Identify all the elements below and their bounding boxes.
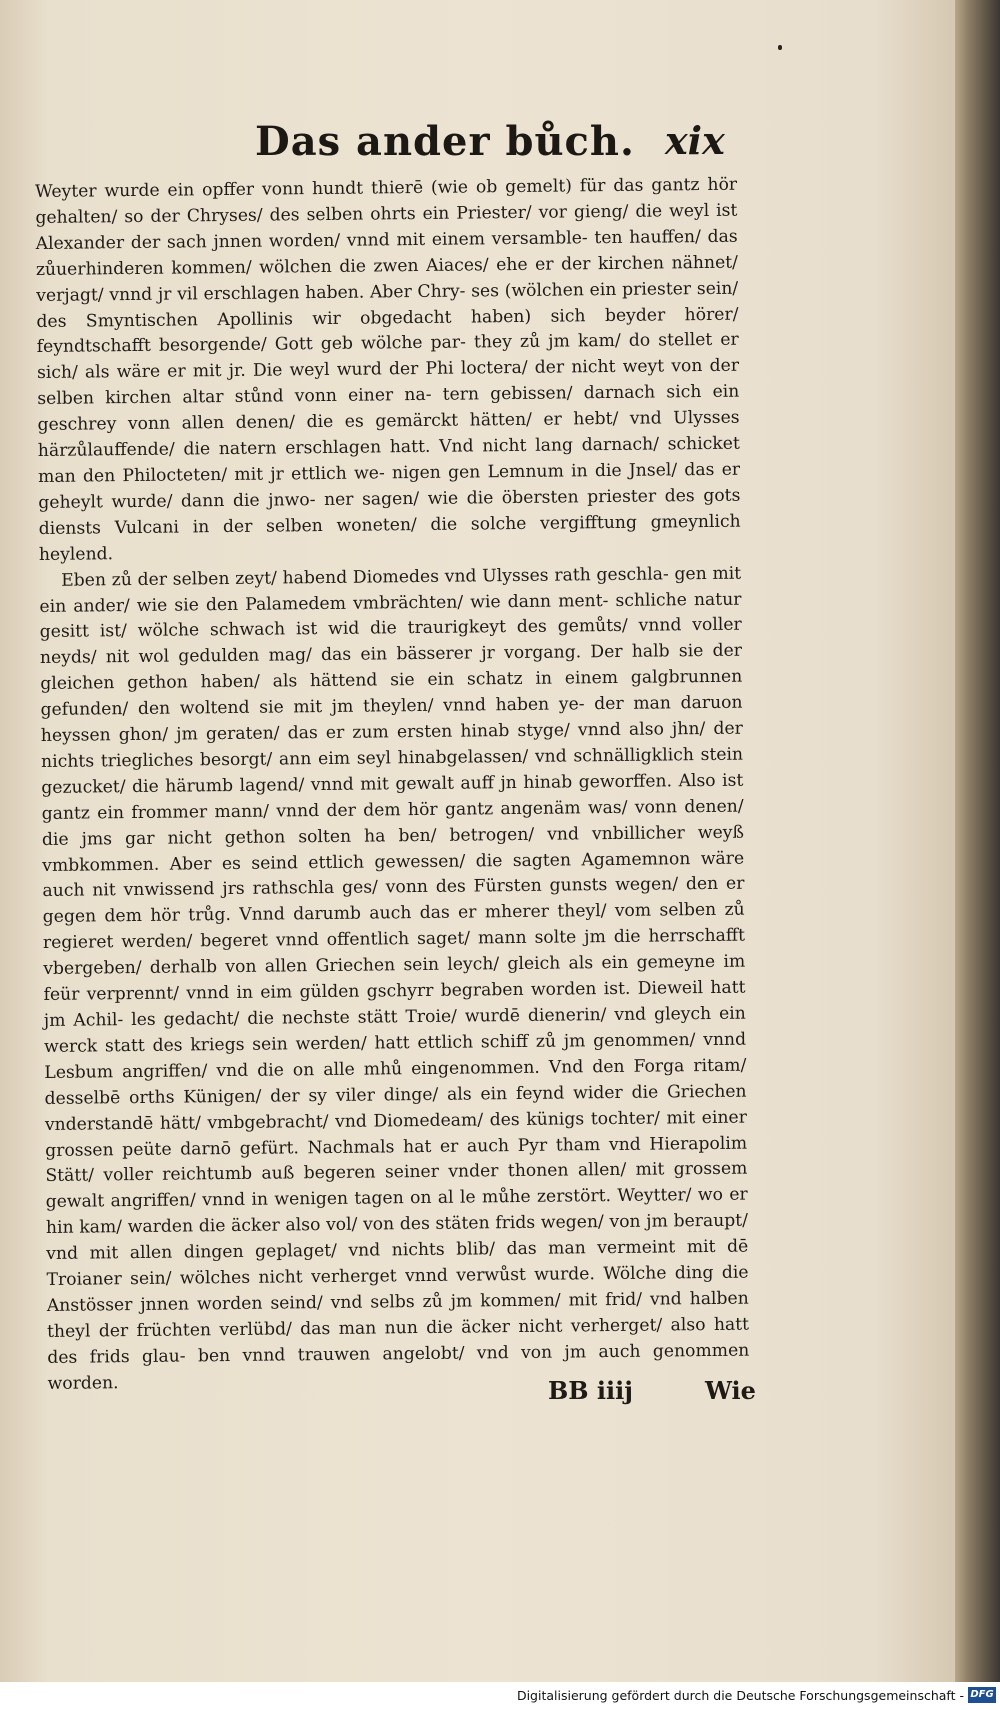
dfg-logo: DFG	[968, 1687, 996, 1703]
folio-number: xix	[665, 118, 725, 163]
book-edge-shadow	[955, 0, 1000, 1682]
paragraph-2: Eben zů der selben zeyt/ habend Diomedes vnd Ulysses rath geschla- gen mit ein ander/ wie sie den Palamedem vmbrächten/ wie dann ment- schliche natur gesitt ist/ wölche schwach ist wid die traurigkeyt des gemůts/ vnnd voller neyds/ nit wol gedulden mag/ das ein bässerer jr vorgang. Der halb sie der gleichen gethon haben/ als hättend sie ein schatz in einem galgbrunnen gefunden/ den woltend sie mit jm theylen/ vnnd haben ye- der man daruon heyssen ghon/ jm geraten/ das er zum ersten hinab styge/ vnnd also jhn/ der nichts triegliches besorgt/ ann eim seyl hinabgelassen/ vnd schnälligklich stein gezucket/ die härumb lagend/ vnnd mit gewalt auff jn hinab geworffen. Also ist gantz ein frommer mann/ vnnd der dem hör gantz angenäm was/ vonn denen/ die jms gar nicht gethon solten ha ben/ betrogen/ vnd vnbillicher weyß vmbkommen. Aber es seind ettlich gewessen/ die sagten Agamemnon wäre auch nit vnwissend jrs rathschla ges/ vonn des Fürsten gunsts wegen/ den er gegen dem hör trůg. Vnnd darumb auch das er mherer theyl/ vom selben zů regieret werden/ begeret vnnd offentlich saget/ mann solte jm die herrschafft vbergeben/ derhalb von allen Griechen sein leych/ gleich als ein gemeyne im feür verprennt/ vnnd in eim gülden gschyrr begraben worden ist. Dieweil hatt jm Achil- les gedacht/ die nechste stätt Troie/ wurdē dienerin/ vnd gleych ein werck statt des kriegs sein werden/ hatt ettlich schiff zů jm genommen/ vnnd Lesbum angriffen/ vnd die on alle mhů eingenommen. Vnd den Forga ritam/ desselbē orths Künigen/ der sy viler dinge/ als ein feynd wider die Griechen vnderstandē hätt/ vmbgebracht/ vnd Diomedeam/ des künigs tochter/ mit einer grossen peüte darnō gefürt. Nachmals hat er auch Pyr tham vnd Hierapolim Stätt/ voller reichtumb auß begeren seiner vnder thonen allen/ mit grossem gewalt angriffen/ vnnd in wenigen tagen on al le můhe zerstört. Weytter/ wo er hin kam/ warden die äcker also vol/ von des stäten frids wegen/ von jm beraupt/ vnd mit allen dingen geplaget/ vnd nichts blib/ das man vermeint mit dē Troianer sein/ wölches nicht verherget vnnd verwůst wurde. Wölche ding die Anstösser jnnen worden seind/ vnd selbs zů jm kommen/ mit frid/ vnd halben theyl der früchten verlübd/ das man nun die äcker nicht verherget/ also hatt des frids glau- ben vnnd trauwen angelobt/ vnd von jm auch genommen worden.	[39, 563, 750, 1394]
attribution-bar	[0, 1682, 1000, 1710]
catchword: Wie	[705, 1376, 756, 1405]
ink-speck	[778, 45, 782, 50]
running-head: Das ander bůch.	[255, 118, 635, 165]
attribution-text: Digitalisierung gefördert durch die Deutsche Forschungsgemeinschaft -	[516, 1688, 964, 1703]
signature-mark: BB iiij	[548, 1376, 633, 1405]
paragraph-1: Weyter wurde ein opffer vonn hundt thierē (wie ob gemelt) für das gantz hör gehalten/ so der Chryses/ des selben ohrts ein Priester/ vor gieng/ die weyl ist Alexander der sach jnnen worden/ vnnd mit einem versamble- ten hauffen/ das zůuerhinderen kommen/ wölchen die zwen Aiaces/ ehe er der kirchen nähnet/ verjagt/ vnnd jr vil erschlagen haben. Aber Chry- ses (wölchen ein priester sein/ des Smyntischen Apollinis wir obgedacht haben) sich beyder hörer/ feyndtschafft besorgende/ Gott geb wölche par- they zů jm kam/ do stellet er sich/ als wäre er mit jr. Die weyl wurd der Phi loctera/ der nicht weyt von der selben kirchen altar stůnd vonn einer na- tern gebissen/ darnach sich ein geschrey vonn allen denen/ die es gemärckt hätten/ er hebt/ vnd Ulysses härzůlauffende/ die natern erschlagen hatt. Vnd nicht lang darnach/ schicket man den Philocteten/ mit jr ettlich we- nigen gen Lemnum in die Jnsel/ das er geheylt wurde/ dann die jnwo- ner sagen/ wie die öbersten priester des gots diensts Vulcani in der selben woneten/ die solche vergifftung gmeynlich heylend.	[35, 174, 741, 565]
